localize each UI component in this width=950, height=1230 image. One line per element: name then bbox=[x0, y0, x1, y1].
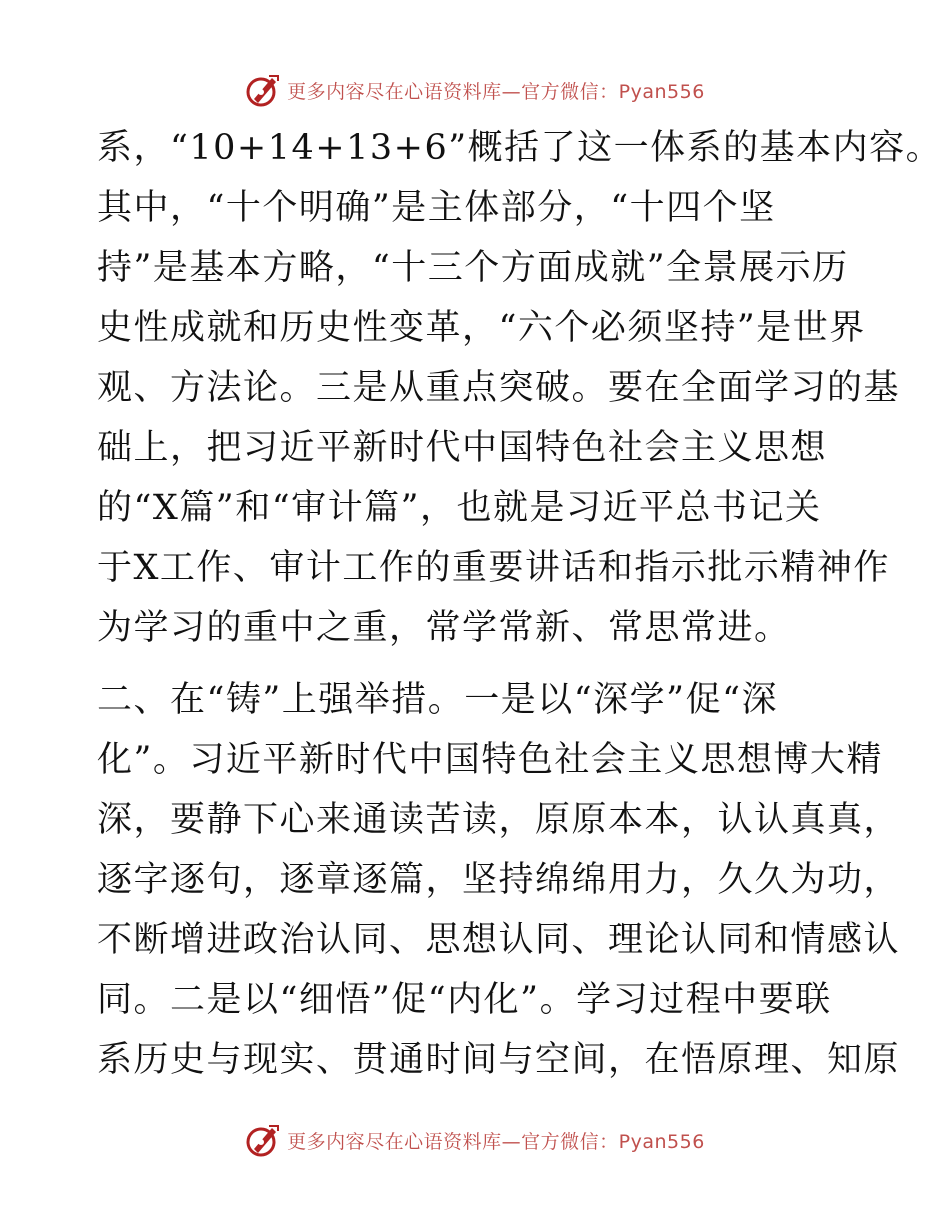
text-line: 其中，“十个明确”是主体部分，“十四个坚 bbox=[97, 188, 776, 228]
text-line: 系历史与现实、贯通时间与空间，在悟原理、知原 bbox=[97, 1040, 901, 1080]
text-line: 不断增进政治认同、思想认同、理论认同和情感认 bbox=[97, 920, 901, 960]
text-line: 持”是基本方略，“十三个方面成就”全景展示历 bbox=[97, 248, 849, 288]
footer-banner-text: 更多内容尽在心语资料库—官方微信：Pyan556 bbox=[287, 1130, 705, 1153]
text-line: 础上，把习近平新时代中国特色社会主义思想 bbox=[97, 428, 828, 468]
text-line: 于X工作、审计工作的重要讲话和指示批示精神作 bbox=[97, 548, 890, 588]
header-banner-text: 更多内容尽在心语资料库—官方微信：Pyan556 bbox=[287, 80, 705, 103]
text-line: 化”。习近平新时代中国特色社会主义思想博大精 bbox=[97, 740, 883, 780]
paragraph-1 bbox=[97, 118, 943, 658]
text-line: 史性成就和历史性变革，“六个必须坚持”是世界 bbox=[97, 308, 866, 348]
text-line: 逐字逐句，逐章逐篇，坚持绵绵用力，久久为功， bbox=[97, 860, 901, 900]
paragraph-2 bbox=[97, 670, 901, 1090]
header-watermark-banner bbox=[0, 70, 950, 110]
text-line: 深，要静下心来通读苦读，原原本本，认认真真， bbox=[97, 800, 901, 840]
text-line: 的“X篇”和“审计篇”，也就是习近平总书记关 bbox=[97, 488, 822, 528]
text-line: 为学习的重中之重，常学常新、常思常进。 bbox=[97, 608, 791, 648]
text-line: 系，“10+14+13+6”概括了这一体系的基本内容。 bbox=[97, 128, 943, 168]
paragraph-spacer bbox=[97, 658, 857, 670]
text-line: 观、方法论。三是从重点突破。要在全面学习的基 bbox=[97, 368, 901, 408]
pen-nib-logo-icon bbox=[245, 1122, 281, 1158]
text-line: 同。二是以“细悟”促“内化”。学习过程中要联 bbox=[97, 980, 832, 1020]
text-line: 二、在“铸”上强举措。一是以“深学”促“深 bbox=[97, 680, 778, 720]
pen-nib-logo-icon bbox=[245, 72, 281, 108]
footer-watermark-banner bbox=[0, 1120, 950, 1160]
document-body bbox=[97, 118, 943, 1090]
